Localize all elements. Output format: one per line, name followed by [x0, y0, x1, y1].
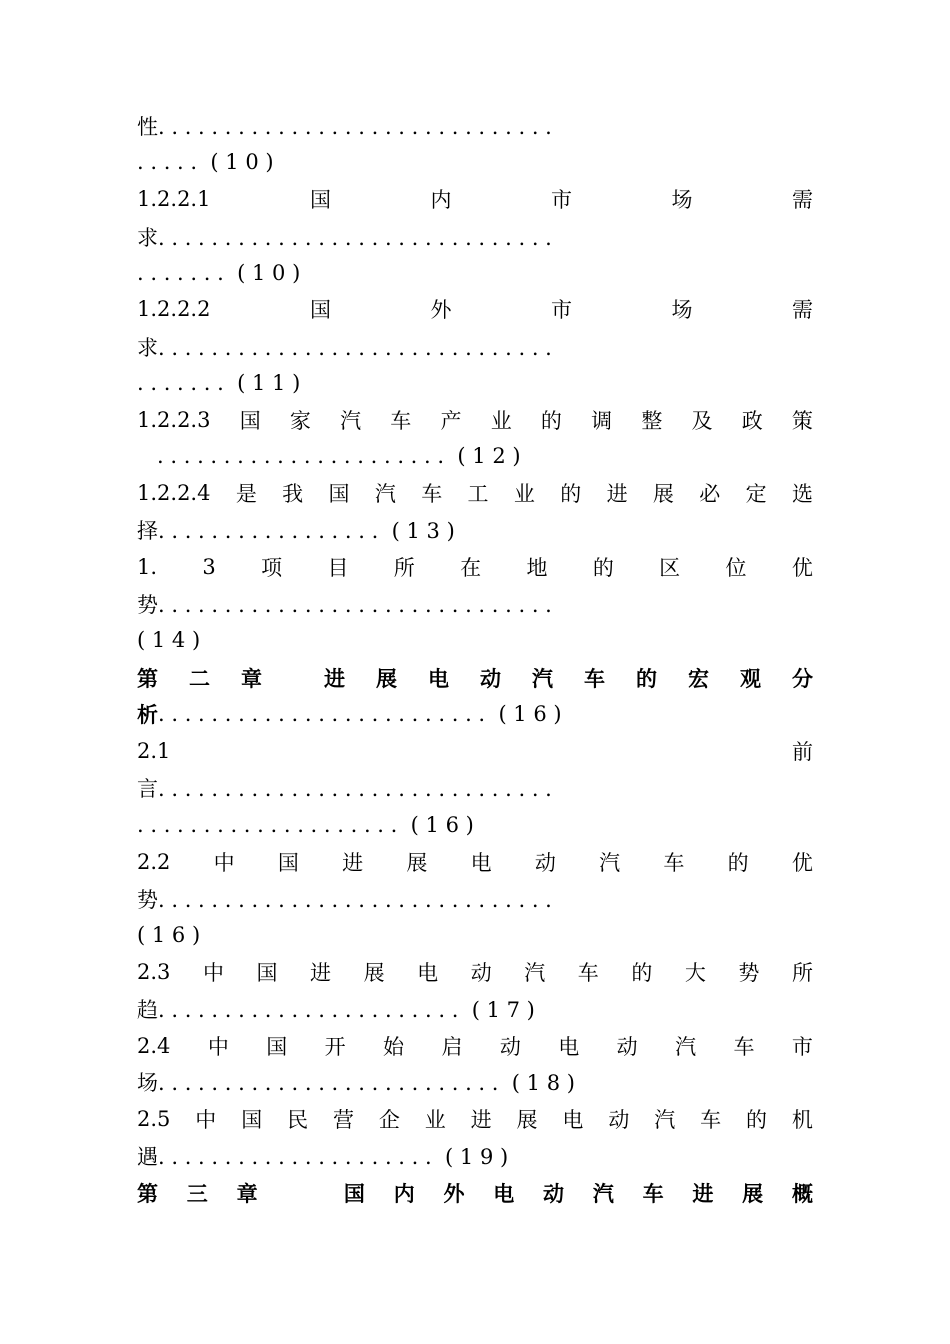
toc-text: 动 [616, 1034, 638, 1059]
toc-text: . . . . . . . . . . . . . . . . . . . . ( 1 6 ) [137, 812, 474, 837]
toc-text: 需 [791, 297, 813, 322]
toc-text: 言. . . . . . . . . . . . . . . . . . . . . . . . . . . . . . [137, 776, 552, 801]
toc-text: 1. [137, 554, 158, 579]
toc-text: 国 [309, 297, 331, 322]
toc-text: 优 [791, 850, 813, 875]
toc-text: 是 [235, 481, 257, 506]
toc-line [137, 254, 813, 291]
toc-text: 汽 [524, 960, 546, 985]
toc-text: 国 [328, 481, 350, 506]
toc-line [137, 880, 813, 917]
toc-text: 势. . . . . . . . . . . . . . . . . . . . . . . . . . . . . . [137, 592, 552, 617]
toc-text: 营 [332, 1107, 354, 1132]
toc-text: . . . . . . . . . . . . . . . . . . . . . . ( 1 2 ) [137, 443, 521, 468]
toc-text: 二 [189, 665, 210, 691]
toc-text: 展 [516, 1107, 538, 1132]
toc-text: 分 [792, 665, 813, 691]
toc-text: 1.2.2.1 [137, 186, 211, 211]
toc-text: 第 [137, 1180, 158, 1206]
toc-text: 的 [540, 408, 562, 433]
toc-text: 电 [493, 1180, 515, 1206]
toc-line [137, 732, 813, 769]
toc-text: 电 [417, 960, 439, 985]
toc-text: 动 [499, 1034, 521, 1059]
toc-text: 汽 [654, 1107, 676, 1132]
toc-text: 1.2.2.4 [137, 480, 211, 505]
toc-text: 展 [742, 1180, 764, 1206]
toc-text: 中 [213, 850, 235, 875]
toc-text: 需 [791, 187, 813, 212]
toc-text: 2.5 [137, 1106, 171, 1131]
toc-text: 业 [424, 1107, 446, 1132]
toc-text: 动 [608, 1107, 630, 1132]
toc-text: 市 [791, 1034, 813, 1059]
toc-text: 中 [202, 960, 224, 985]
toc-text: 前 [792, 739, 813, 764]
toc-text: 业 [490, 408, 512, 433]
toc-text: 在 [460, 555, 482, 580]
toc-line [137, 1100, 813, 1137]
toc-text: 动 [470, 960, 492, 985]
toc-text: . . . . . . . . . . . . . . . . . . . . . . . . . ( 1 6 ) [158, 701, 562, 726]
toc-text: 三 [186, 1180, 208, 1206]
toc-text: 业 [513, 481, 535, 506]
toc-text: 动 [480, 665, 501, 691]
toc-line [137, 290, 813, 327]
toc-text: 外 [443, 1180, 465, 1206]
toc-text: 场. . . . . . . . . . . . . . . . . . . . . . . . . . ( 1 8 ) [137, 1070, 575, 1095]
toc-text: 必 [699, 481, 721, 506]
toc-line [137, 180, 813, 217]
toc-text: 析 [137, 701, 158, 727]
toc-line [137, 143, 813, 180]
toc-text: 定 [745, 481, 767, 506]
toc-text: 进 [606, 481, 628, 506]
toc-text: 动 [543, 1180, 565, 1206]
toc-text: 概 [791, 1180, 813, 1206]
toc-line [137, 218, 813, 255]
toc-line [137, 107, 813, 144]
toc-text: 调 [591, 408, 613, 433]
toc-text: 产 [440, 408, 462, 433]
toc-text: 汽 [675, 1034, 697, 1059]
toc-line [137, 1063, 813, 1100]
toc-text: 观 [740, 665, 761, 691]
toc-text: 第 [137, 665, 158, 691]
toc-text: 的 [631, 960, 653, 985]
toc-line [137, 953, 813, 990]
toc-text: 进 [310, 960, 332, 985]
toc-text: 始 [383, 1034, 405, 1059]
toc-line [137, 621, 813, 658]
toc-text: 民 [287, 1107, 309, 1132]
toc-text: 所 [393, 555, 415, 580]
toc-text: 的 [727, 850, 749, 875]
toc-text: 所 [791, 960, 813, 985]
toc-text: 章 [241, 665, 262, 691]
toc-text: 策 [791, 408, 813, 433]
toc-line [137, 806, 813, 843]
toc-text: 中 [207, 1034, 229, 1059]
toc-text: 国 [277, 850, 299, 875]
toc-text: 场 [671, 187, 693, 212]
toc-text: 外 [430, 297, 452, 322]
toc-text: 机 [791, 1107, 813, 1132]
toc-text: 我 [282, 481, 304, 506]
toc-text: 车 [663, 850, 685, 875]
toc-text: 国 [309, 187, 331, 212]
toc-text: 位 [725, 555, 747, 580]
toc-text: ( 1 6 ) [137, 922, 201, 947]
toc-line [137, 916, 813, 953]
toc-line [137, 1137, 813, 1174]
toc-text: 进 [470, 1107, 492, 1132]
toc-text: 整 [641, 408, 663, 433]
toc-text: 目 [327, 555, 349, 580]
toc-text: 及 [691, 408, 713, 433]
toc-text: 地 [526, 555, 548, 580]
toc-text: 求. . . . . . . . . . . . . . . . . . . . . . . . . . . . . . [137, 335, 552, 360]
toc-text: 2.3 [137, 959, 171, 984]
toc-text: 中 [195, 1107, 217, 1132]
toc-text: 国 [239, 408, 261, 433]
toc-text: 家 [289, 408, 311, 433]
toc-text: 区 [659, 555, 681, 580]
toc-text: 项 [261, 555, 283, 580]
toc-text: 的 [592, 555, 614, 580]
toc-line [137, 843, 813, 880]
toc-text: 工 [467, 481, 489, 506]
toc-line [137, 401, 813, 438]
toc-text: 汽 [340, 408, 362, 433]
toc-text: 进 [342, 850, 364, 875]
toc-text: 的 [636, 665, 657, 691]
toc-text: 趋. . . . . . . . . . . . . . . . . . . . . . . ( 1 7 ) [137, 997, 535, 1022]
toc-text: 国 [256, 960, 278, 985]
toc-text: 汽 [592, 1180, 614, 1206]
toc-text: 内 [393, 1180, 415, 1206]
toc-line [137, 769, 813, 806]
toc-text: 汽 [374, 481, 396, 506]
toc-line [137, 474, 813, 511]
toc-line [137, 659, 813, 696]
toc-text: 电 [470, 850, 492, 875]
toc-line [137, 1027, 813, 1064]
toc-text: 势. . . . . . . . . . . . . . . . . . . . . . . . . . . . . . [137, 887, 552, 912]
toc-text: 市 [550, 297, 572, 322]
toc-text: 展 [652, 481, 674, 506]
toc-text: 性. . . . . . . . . . . . . . . . . . . . . . . . . . . . . . [137, 114, 552, 139]
toc-line [137, 585, 813, 622]
toc-text: 2.4 [137, 1033, 171, 1058]
toc-text: 遇. . . . . . . . . . . . . . . . . . . . . ( 1 9 ) [137, 1144, 509, 1169]
toc-text: 开 [324, 1034, 346, 1059]
toc-line [137, 695, 813, 732]
toc-text: 车 [421, 481, 443, 506]
toc-text: 政 [741, 408, 763, 433]
toc-text: . . . . . . . ( 1 1 ) [137, 370, 301, 395]
toc-text: 车 [584, 665, 605, 691]
toc-text: 势 [738, 960, 760, 985]
toc-text: 择. . . . . . . . . . . . . . . . . ( 1 3 ) [137, 518, 455, 543]
toc-text: 展 [376, 665, 397, 691]
toc-text: 求. . . . . . . . . . . . . . . . . . . . . . . . . . . . . . [137, 225, 552, 250]
toc-text: 动 [534, 850, 556, 875]
toc-line [137, 1174, 813, 1211]
toc-text: 场 [671, 297, 693, 322]
toc-line [137, 437, 813, 474]
toc-text: 启 [441, 1034, 463, 1059]
toc-text: 进 [324, 665, 345, 691]
toc-text: 车 [642, 1180, 664, 1206]
toc-text: 国 [241, 1107, 263, 1132]
toc-text: 电 [562, 1107, 584, 1132]
toc-text: 展 [363, 960, 385, 985]
toc-text: . . . . . . . ( 1 0 ) [137, 260, 301, 285]
toc-text: 的 [560, 481, 582, 506]
toc-text: 国 [266, 1034, 288, 1059]
toc-line [137, 990, 813, 1027]
toc-text: 章 [236, 1180, 258, 1206]
toc-text: 企 [378, 1107, 400, 1132]
toc-text: 车 [577, 960, 599, 985]
toc-line [137, 548, 813, 585]
toc-text: 宏 [688, 665, 709, 691]
toc-line [137, 511, 813, 548]
toc-text: 电 [428, 665, 449, 691]
toc-text: 内 [430, 187, 452, 212]
toc-text: 3 [202, 554, 216, 579]
toc-text: ( 1 4 ) [137, 627, 201, 652]
toc-text: 选 [791, 481, 813, 506]
toc-text: 车 [390, 408, 412, 433]
toc-text: 1.2.2.3 [137, 407, 211, 432]
toc-text: . . . . . ( 1 0 ) [137, 149, 274, 174]
toc-line [137, 328, 813, 365]
toc-line [137, 364, 813, 401]
toc-text: 1.2.2.2 [137, 296, 211, 321]
toc-text: 大 [684, 960, 706, 985]
toc-text: 汽 [599, 850, 621, 875]
toc-text: 优 [791, 555, 813, 580]
toc-text: 2.2 [137, 849, 171, 874]
toc-text: 的 [745, 1107, 767, 1132]
toc-text: 车 [733, 1034, 755, 1059]
toc-text: 展 [406, 850, 428, 875]
toc-text: 2.1 [137, 738, 171, 763]
toc-text: 进 [692, 1180, 714, 1206]
toc-text: 电 [558, 1034, 580, 1059]
toc-text: 国 [343, 1180, 365, 1206]
toc-text: 车 [700, 1107, 722, 1132]
toc-text: 市 [550, 187, 572, 212]
toc-text: 汽 [532, 665, 553, 691]
